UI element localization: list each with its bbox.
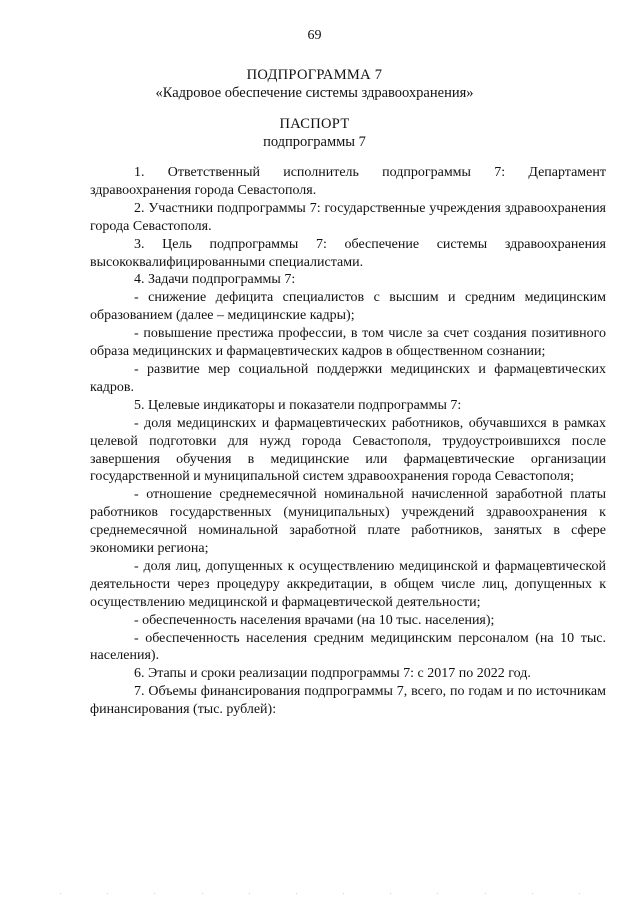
paragraph-indicator-5: - обеспеченность населения средним медицинским персоналом (на 10 тыс. населения). bbox=[90, 630, 606, 664]
paragraph-goal: 3. Цель подпрограммы 7: обеспечение системы здравоохранения высококвалифицированными специалистами. bbox=[90, 236, 606, 270]
passport-body bbox=[90, 164, 606, 719]
paragraph-responsible-executor: 1. Ответственный исполнитель подпрограммы 7: Департамент здравоохранения города Севастополя. bbox=[90, 165, 606, 198]
paragraph-task-1: - снижение дефицита специалистов с высшим и средним медицинским образованием (далее – медицинские кадры); bbox=[90, 290, 606, 324]
subprogram-subtitle: «Кадровое обеспечение системы здравоохранения» bbox=[155, 85, 474, 101]
passport-subtitle: подпрограммы 7 bbox=[263, 134, 366, 150]
paragraph-indicator-1: - доля медицинских и фармацевтических работников, обучавшихся в рамках целевой подготовки для нужд города Севастополя, трудоустроившихся после завершения обучения в медицинские или фармацевтические организации государственной и муниципальной систем здравоохранения города Севастополя; bbox=[90, 415, 606, 485]
paragraph-task-2: - повышение престижа профессии, в том числе за счет создания позитивного образа медицинских и фармацевтических кадров в общественном сознании; bbox=[90, 326, 606, 360]
paragraph-indicator-3: - доля лиц, допущенных к осуществлению медицинской и фармацевтической деятельности через процедуру аккредитации, в общем числе лиц, допущенных к осуществлению медицинской и фармацевтической деятельности; bbox=[90, 558, 606, 610]
paragraph-indicator-4: - обеспеченность населения врачами (на 10 тыс. населения); bbox=[134, 612, 495, 628]
scan-noise-footer bbox=[60, 893, 580, 895]
paragraph-tasks-heading: 4. Задачи подпрограммы 7: bbox=[134, 272, 296, 288]
passport-title: ПАСПОРТ bbox=[279, 116, 350, 132]
subprogram-title: ПОДПРОГРАММА 7 bbox=[246, 67, 383, 83]
paragraph-task-3: - развитие мер социальной поддержки медицинских и фармацевтических кадров. bbox=[90, 361, 606, 395]
page-number: 69 bbox=[307, 28, 322, 43]
paragraph-financing: 7. Объемы финансирования подпрограммы 7, всего, по годам и по источникам финансирования (тыс. рублей): bbox=[90, 684, 606, 718]
paragraph-indicator-2: - отношение среднемесячной номинальной начисленной заработной платы работников государственных (муниципальных) учреждений здравоохранения к среднемесячной номинальной заработной плате работников, занятых в сфере экономики региона; bbox=[90, 487, 606, 557]
paragraph-stages: 6. Этапы и сроки реализации подпрограммы 7: с 2017 по 2022 год. bbox=[134, 666, 531, 682]
paragraph-indicators-heading: 5. Целевые индикаторы и показатели подпрограммы 7: bbox=[134, 397, 462, 413]
paragraph-participants: 2. Участники подпрограммы 7: государственные учреждения здравоохранения города Севастополя. bbox=[90, 200, 606, 234]
